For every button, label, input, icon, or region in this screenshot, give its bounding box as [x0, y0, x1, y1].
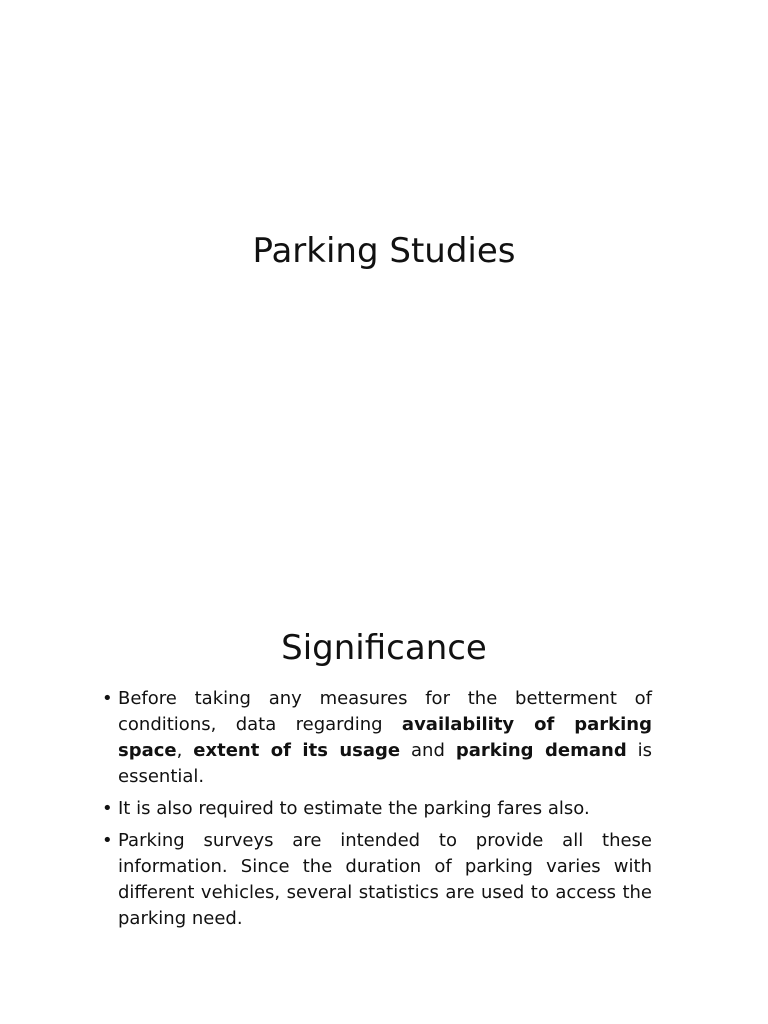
bullet-list [102, 686, 652, 938]
bullet-text: and [400, 740, 456, 761]
bullet-text: It is also required to estimate the parking fares also. [118, 798, 590, 819]
bullet-item [102, 828, 652, 932]
bullet-text: , [176, 740, 194, 761]
bullet-marker: • [102, 798, 113, 819]
bullet-text: is essential. [118, 740, 653, 787]
bullet-item [102, 686, 652, 790]
bullet-text: Before taking any measures for the betterment of conditions, data regarding [118, 688, 652, 735]
bullet-text: Parking surveys are intended to provide all these information. Since the duration of parking varies with different vehicles, several statistics are used to access the parking need. [118, 830, 652, 929]
bullet-marker: • [102, 688, 113, 709]
bold-phrase: availability of parking space [118, 714, 652, 761]
section-title: Significance [281, 628, 487, 669]
bullet-marker: • [102, 830, 113, 851]
bold-phrase: parking demand [455, 740, 627, 761]
significance-slide [0, 512, 768, 1024]
slide-title: Parking Studies [252, 230, 516, 271]
bold-phrase: extent of its usage [193, 740, 401, 761]
bullet-item [102, 796, 652, 822]
